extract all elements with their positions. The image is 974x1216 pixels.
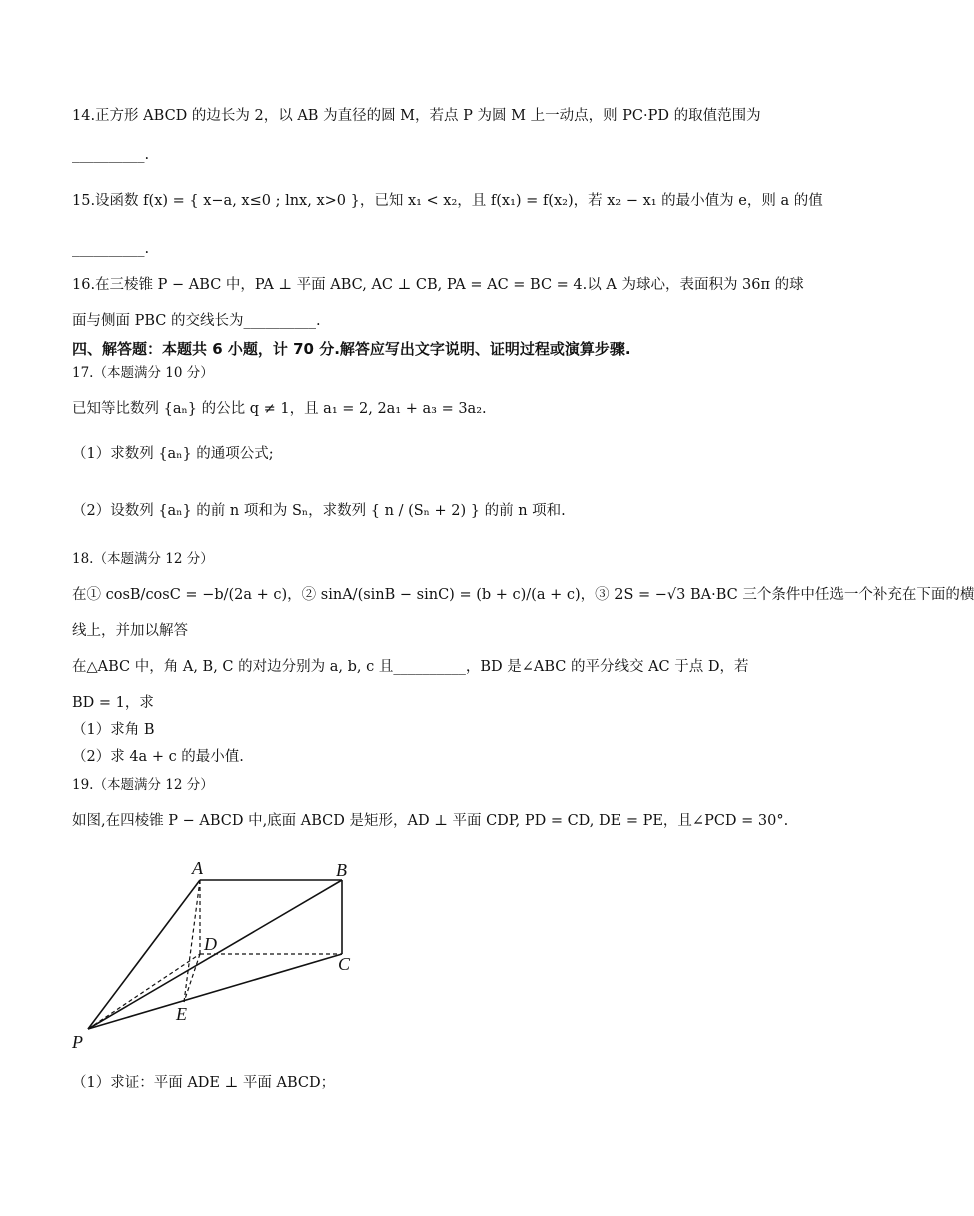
pyramid-figure bbox=[60, 852, 380, 1062]
q19-part1: （1）求证：平面 ADE ⊥ 平面 ABCD； bbox=[72, 1075, 336, 1091]
edge-pc bbox=[88, 954, 342, 1029]
q18-stem-cont: 线上，并加以解答 bbox=[72, 623, 188, 639]
label-e: E bbox=[176, 1004, 187, 1024]
label-c: C bbox=[338, 954, 351, 974]
q17-part1: （1）求数列 {aₙ} 的通项公式; bbox=[72, 446, 274, 462]
label-p: P bbox=[72, 1032, 83, 1052]
q18-condition-cont: BD = 1，求 bbox=[72, 695, 154, 711]
label-d: D bbox=[204, 934, 217, 954]
q16-stem-cont: 面与侧面 PBC 的交线长为__________. bbox=[72, 313, 321, 329]
q17-title: 17.（本题满分 10 分） bbox=[72, 365, 214, 381]
q14-blank: __________. bbox=[72, 147, 150, 163]
section-heading: 四、解答题：本题共 6 小题，计 70 分.解答应写出文字说明、证明过程或演算步骤. bbox=[72, 340, 631, 358]
label-a: A bbox=[192, 858, 203, 878]
q15-stem: 15.设函数 f(x) = { x−a, x≤0 ; lnx, x>0 }，已知 x₁ < x₂，且 f(x₁) = f(x₂)，若 x₂ − x₁ 的最小值为 e，则 a 的值 bbox=[72, 193, 823, 209]
q14-stem: 14.正方形 ABCD 的边长为 2，以 AB 为直径的圆 M，若点 P 为圆 M 上一动点，则 PC·PD 的取值范围为 bbox=[72, 108, 761, 124]
q17-stem: 已知等比数列 {aₙ} 的公比 q ≠ 1，且 a₁ = 2, 2a₁ + a₃ = 3a₂. bbox=[72, 401, 487, 417]
q18-stem: 在① cosB/cosC = −b/(2a + c)，② sinA/(sinB − sinC) = (b + c)/(a + c)，③ 2S = −√3 BA·BC 三个条件中任选一个补充在下面的横 bbox=[72, 587, 974, 603]
q15-blank: __________. bbox=[72, 241, 150, 257]
q17-part2: （2）设数列 {aₙ} 的前 n 项和为 Sₙ，求数列 { n / (Sₙ + 2) } 的前 n 项和. bbox=[72, 503, 566, 519]
edge-de bbox=[184, 954, 200, 1002]
q19-title: 19.（本题满分 12 分） bbox=[72, 777, 214, 793]
label-b: B bbox=[336, 860, 347, 880]
q18-part2: （2）求 4a + c 的最小值. bbox=[72, 749, 244, 765]
q18-part1: （1）求角 B bbox=[72, 722, 155, 738]
q16-stem: 16.在三棱锥 P − ABC 中，PA ⊥ 平面 ABC, AC ⊥ CB, PA = AC = BC = 4.以 A 为球心，表面积为 36π 的球 bbox=[72, 277, 804, 293]
q19-stem: 如图,在四棱锥 P − ABCD 中,底面 ABCD 是矩形，AD ⊥ 平面 CDP, PD = CD, DE = PE，且∠PCD = 30°. bbox=[72, 813, 789, 829]
q18-title: 18.（本题满分 12 分） bbox=[72, 551, 214, 567]
q18-condition: 在△ABC 中，角 A, B, C 的对边分别为 a, b, c 且__________，BD 是∠ABC 的平分线交 AC 于点 D，若 bbox=[72, 659, 749, 675]
